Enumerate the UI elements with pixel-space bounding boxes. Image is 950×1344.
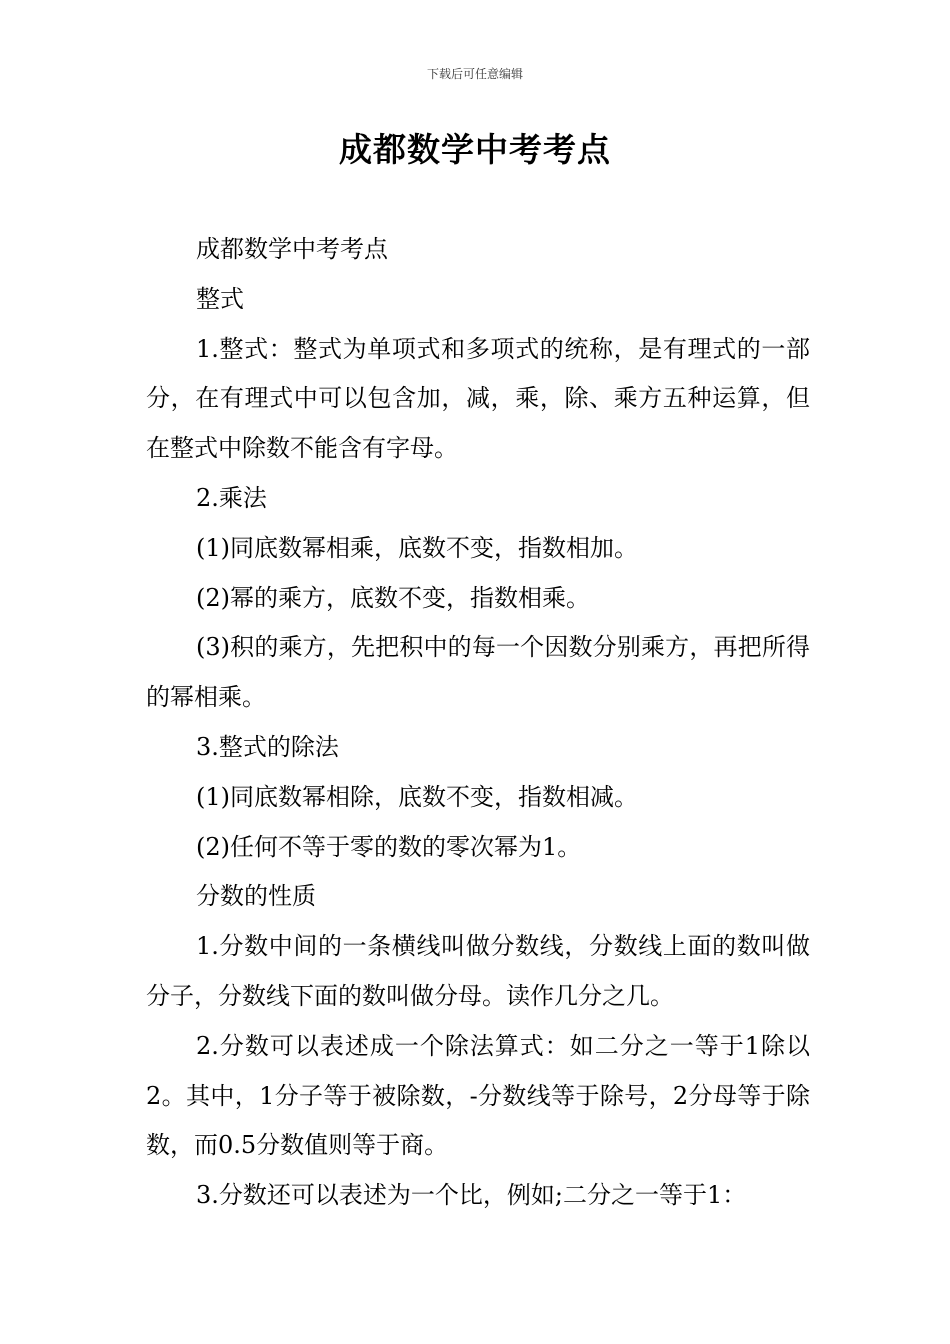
rule-zero-exponent: (2)任何不等于零的数的零次幂为1。	[196, 832, 582, 861]
rule-power-of-product: (3)积的乘方，先把积中的每一个因数分别乘方，再把所得的幂相乘。	[146, 633, 810, 712]
paragraph-intro-heading: 成都数学中考考点	[196, 235, 388, 263]
rule-same-base-multiply: (1)同底数幂相乘，底数不变，指数相加。	[196, 533, 638, 562]
subsection-heading-multiplication: 2.乘法	[196, 483, 267, 512]
paragraph-fraction-ratio: 3.分数还可以表述为一个比，例如;二分之一等于1：	[196, 1181, 747, 1210]
rule-power-of-power: (2)幂的乘方，底数不变，指数相乘。	[196, 583, 590, 612]
rule-same-base-divide: (1)同底数幂相除，底数不变，指数相减。	[196, 782, 638, 811]
subsection-heading-division: 3.整式的除法	[196, 732, 339, 761]
paragraph-polynomial-definition: 1.整式：整式为单项式和多项式的统称，是有理式的一部分，在有理式中可以包含加，减，乘，除、乘方五种运算，但在整式中除数不能含有字母。	[146, 334, 810, 463]
paragraph-fraction-line: 1.分数中间的一条横线叫做分数线，分数线上面的数叫做分子，分数线下面的数叫做分母。读作几分之几。	[146, 932, 810, 1010]
header-note: 下载后可任意编辑	[426, 67, 523, 81]
section-heading-fractions: 分数的性质	[196, 882, 316, 911]
document-body	[146, 225, 810, 1221]
document-title: 成都数学中考考点	[339, 130, 611, 169]
section-heading-polynomial: 整式	[196, 284, 244, 313]
paragraph-fraction-division: 2.分数可以表述成一个除法算式：如二分之一等于1除以2。其中，1分子等于被除数，-分数线等于除号，2分母等于除数，而0.5分数值则等于商。	[146, 1031, 810, 1160]
